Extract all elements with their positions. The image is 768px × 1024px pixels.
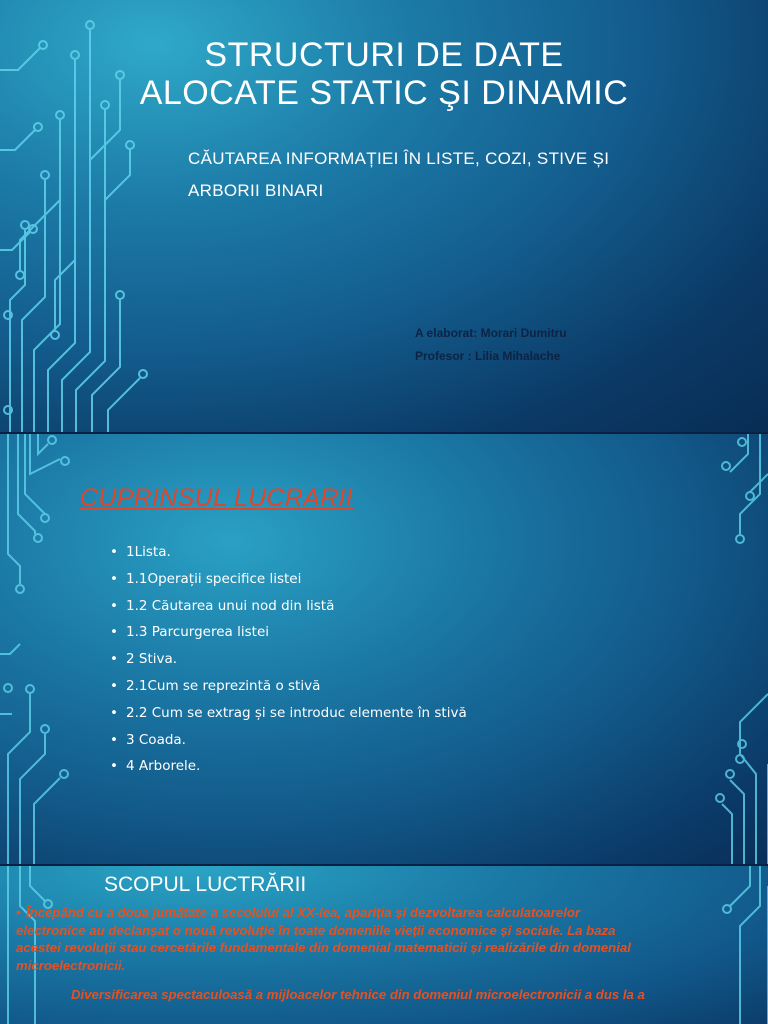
list-item: • 1.3 Parcurgerea listei <box>110 624 269 641</box>
author-name: A elaborat: Morari Dumitru <box>415 326 567 340</box>
circuit-decoration-left <box>0 434 90 864</box>
presentation-subtitle <box>188 143 708 207</box>
purpose-title: SCOPUL LUCTRĂRII <box>104 873 307 896</box>
subtitle-line-1: CĂUTAREA INFORMAȚIEI ÎN LISTE, COZI, STIVE ȘI <box>188 149 610 168</box>
contents-list <box>110 539 467 780</box>
title-line-1: STRUCTURI DE DATE <box>204 36 564 74</box>
list-item: • 2.2 Cum se extrag și se introduc elemente în stivă <box>110 704 467 721</box>
list-item: • 1.1Operații specifice listei <box>110 570 302 587</box>
paragraph: Diversificarea spectaculoasă a mijloacelor tehnice din domeniul microelectronicii a dus la a <box>71 987 645 1002</box>
list-item: • 2.1Cum se reprezintă o stivă <box>110 677 321 694</box>
list-item: • 4 Arborele. <box>110 758 201 775</box>
list-item: • 1.2 Căutarea unui nod din listă <box>110 597 335 614</box>
author-block <box>415 322 567 368</box>
teacher-name: Profesor : Lilia Mihalache <box>415 349 561 363</box>
paragraph: • Începând cu a doua jumătate a secolului al XX-lea, apariția și dezvoltarea calculatoarelor electronice au declanșat o nouă revoluție în toate domeniile vieții economice și sociale. La baza acestei revoluții stau cercetările fundamentale din domenial matematicii și realizările din domenial microelectronicii. <box>16 905 631 973</box>
contents-slide <box>0 434 768 864</box>
subtitle-line-2: ARBORII BINARI <box>188 181 324 200</box>
purpose-text <box>16 904 756 1004</box>
list-item: • 2 Stiva. <box>110 651 178 668</box>
contents-title: CUPRINSUL LUCRARII <box>80 484 354 512</box>
title-slide <box>0 0 768 432</box>
circuit-decoration-right <box>690 434 768 864</box>
title-line-2: ALOCATE STATIC ŞI DINAMIC <box>139 74 629 112</box>
list-item: • 1Lista. <box>110 544 171 560</box>
presentation-title <box>0 36 768 112</box>
list-item: • 3 Coada. <box>110 731 186 748</box>
